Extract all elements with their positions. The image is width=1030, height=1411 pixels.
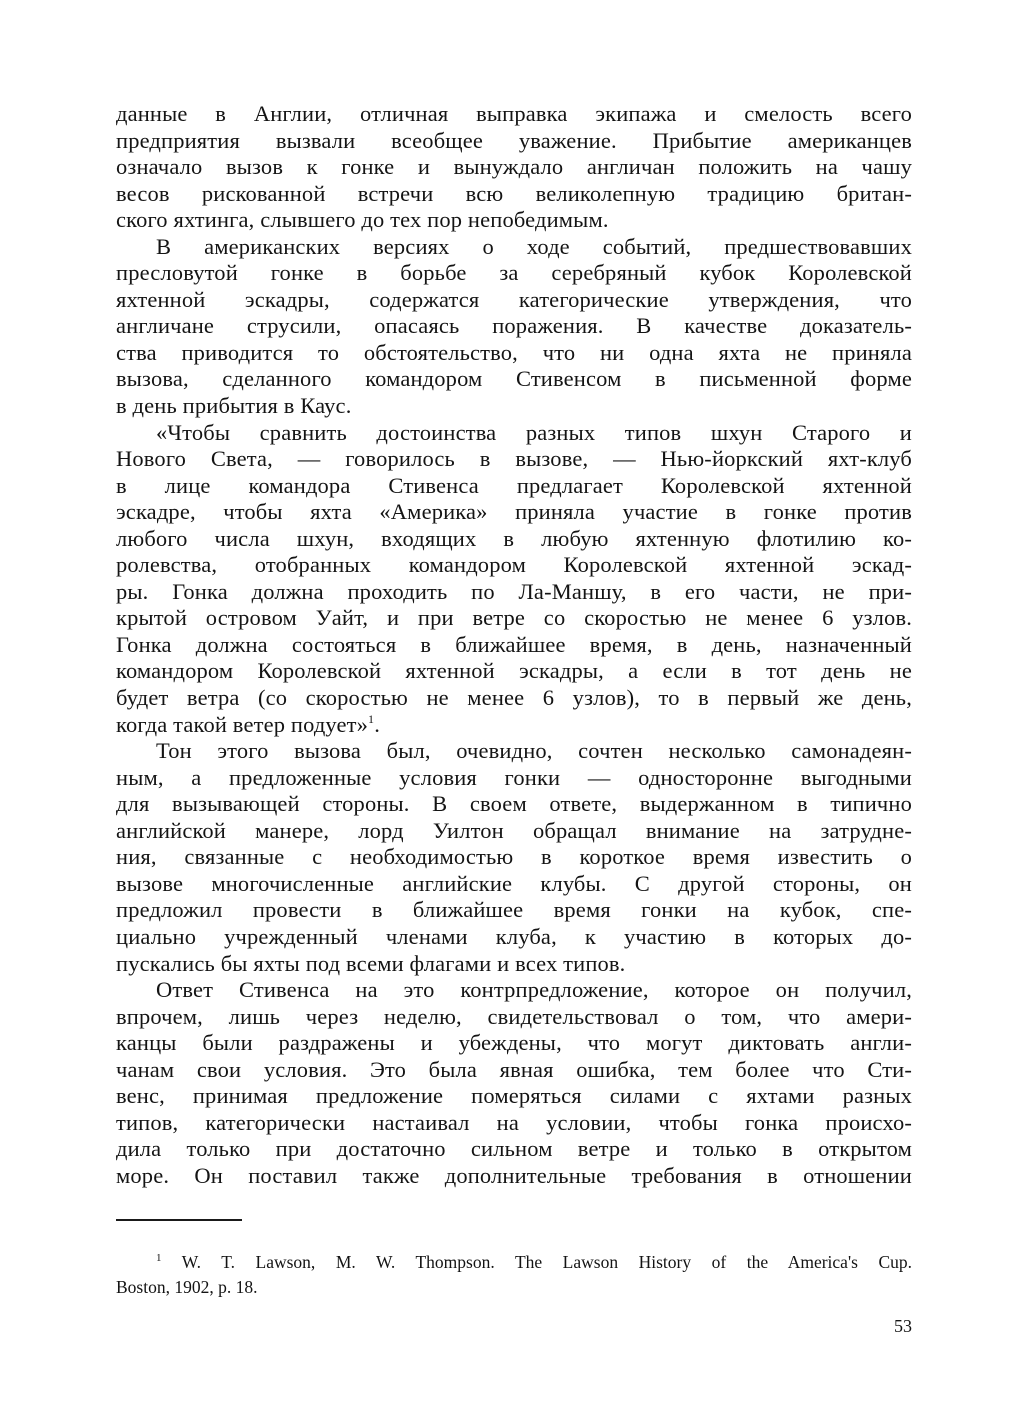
text-line-content: когда такой ветер подует» [116,711,369,737]
text-line: будет ветра (со скоростью не менее 6 узлов), то в первый же день, [116,685,912,711]
text-line: Гонка должна состояться в ближайшее время, в день, назначенный [116,631,912,657]
text-line: яхтенной эскадры, содержатся категорические утверждения, что [116,286,912,312]
text-line: ры. Гонка должна проходить по Ла-Маншу, в его части, не при- [116,578,912,604]
text-line: впрочем, лишь через неделю, свидетельствовал о том, что амери- [116,1003,912,1029]
trailing-punctuation: . [374,711,380,737]
text-line: «Чтобы сравнить достоинства разных типов шхун Старого и [156,419,912,445]
text-line: Тон этого вызова был, очевидно, сочтен несколько самонадеян- [156,738,912,764]
text-line: данные в Англии, отличная выправка экипажа и смелость всего [116,101,912,126]
footnote-marker: 1 [156,1252,162,1264]
text-line: в лице командора Стивенса предлагает Королевской яхтенной [116,472,912,498]
text-line: венс, принимая предложение померяться силами с яхтами разных [116,1083,912,1109]
footnote-text: W. T. Lawson, M. W. Thompson. The Lawson History of the America's Cup. [181,1252,912,1272]
text-line: Ответ Стивенса на это контрпредложение, которое он получил, [156,977,912,1003]
text-line: любого числа шхун, входящих в любую яхтенную флотилию ко- [116,525,912,551]
text-line: циально учрежденный членами клуба, к участию в которых до- [116,923,912,949]
text-line: для вызывающей стороны. В своем ответе, выдержанном в типично [116,791,912,817]
footnote-line: Boston, 1902, p. 18. [116,1277,258,1297]
text-line: командором Королевской яхтенной эскадры, а если в тот день не [116,658,912,684]
paragraph-4 [116,738,912,977]
paragraph-2 [116,234,912,420]
text-line: типов, категорически настаивал на условии, чтобы гонка происхо- [116,1109,912,1135]
text-line: ным, а предложенные условия гонки — односторонне выгодными [116,764,912,790]
body-text [116,101,912,1189]
text-line: чанам свои условия. Это была явная ошибка, тем более что Сти- [116,1056,912,1082]
text-line: пускались бы яхты под всеми флагами и всех типов. [116,950,626,976]
footnote-separator [116,1219,242,1221]
text-line: ского яхтинга, слывшего до тех пор непобедимым. [116,207,609,233]
paragraph-3-quote [116,420,912,739]
text-line: вызова, сделанного командором Стивенсом в письменной форме [116,366,912,392]
text-line: ролевства, отобранных командором Королевской яхтенной эскад- [116,552,912,578]
text-line: английской манере, лорд Уилтон обращал внимание на затрудне- [116,817,912,843]
text-line: В американских версиях о ходе событий, предшествовавших [156,233,912,259]
text-line: означало вызов к гонке и вынуждало англичан положить на чашу [116,154,912,180]
text-line: в день прибытия в Каус. [116,393,352,419]
text-line: англичане струсили, опасаясь поражения. В качестве доказатель- [116,313,912,339]
text-line: дила только при достаточно сильном ветре и только в открытом [116,1136,912,1162]
text-line: море. Он поставил также дополнительные требования в отношении [116,1162,912,1188]
text-line: эскадре, чтобы яхта «Америка» приняла участие в гонке против [116,499,912,525]
text-line: весов рискованной встречи всю великолепную традицию британ- [116,180,912,206]
paragraph-1 [116,101,912,234]
footnote-reference[interactable]: 1 [368,711,375,726]
text-line: ства приводится то обстоятельство, что ни одна яхта не приняла [116,339,912,365]
page-number: 53 [894,1316,912,1336]
text-line: канцы были раздражены и убеждены, что могут диктовать англи- [116,1030,912,1056]
text-line: предприятия вызвали всеобщее уважение. Прибытие американцев [116,127,912,153]
text-line: пресловутой гонке в борьбе за серебряный кубок Королевской [116,260,912,286]
text-line: предложил провести в ближайшее время гонки на кубок, спе- [116,897,912,923]
text-line: Нового Света, — говорилось в вызове, — Нью-йоркский яхт-клуб [116,446,912,472]
footnote-line [116,1250,912,1275]
paragraph-5 [116,977,912,1189]
text-line [116,712,912,739]
text-line: крытой островом Уайт, и при ветре со скоростью не менее 6 узлов. [116,605,912,631]
text-line: ния, связанные с необходимостью в короткое время известить о [116,844,912,870]
text-line: вызове многочисленные английские клубы. С другой стороны, он [116,870,912,896]
footnote [116,1250,912,1300]
